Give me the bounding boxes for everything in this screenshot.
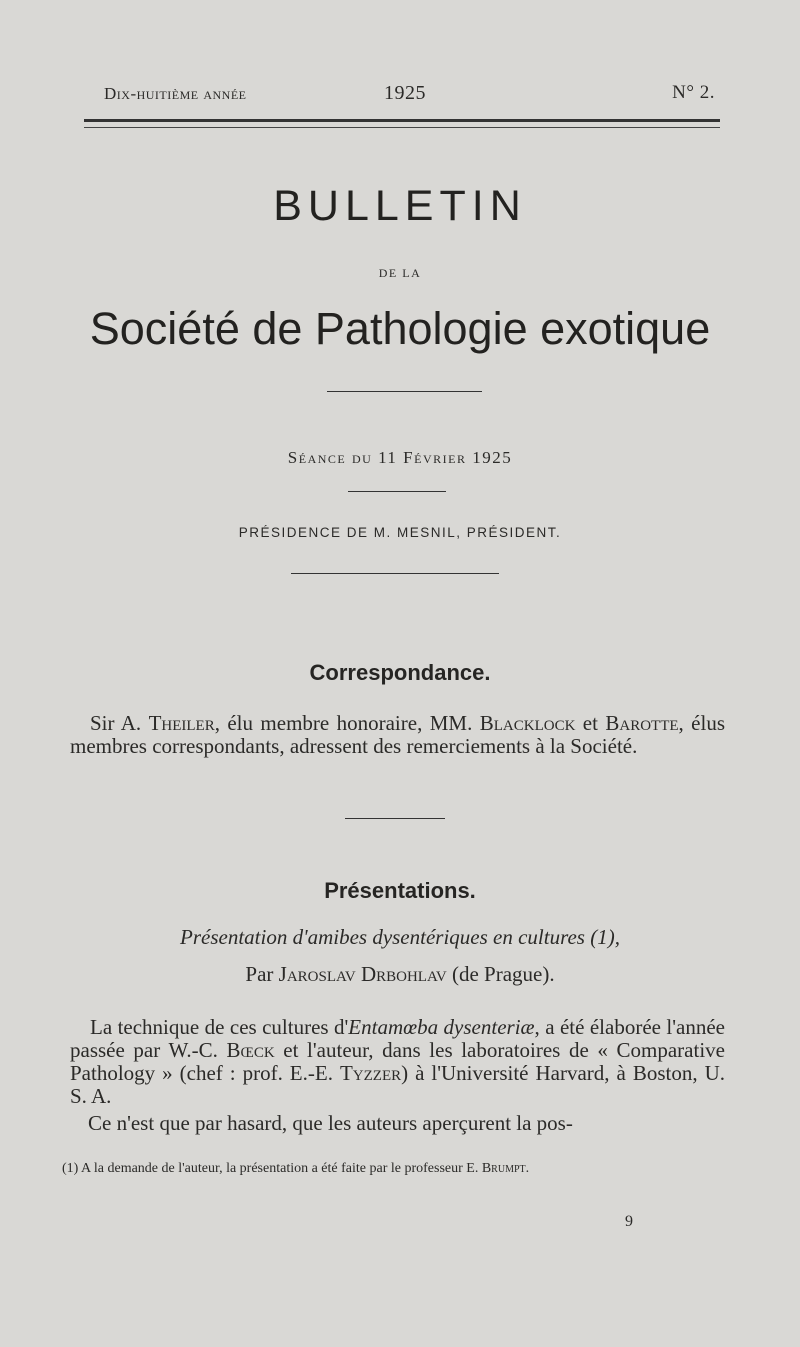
presentation-paragraph-1: La technique de ces cultures d'Entamœba dysenteriæ, a été élaborée l'année passée par W.-C. Bœck et l'auteur, dans les laboratoires de « Comparative Pathology » (chef : prof. E.-E. Tyzzer) à l'Université Harvard, à Boston, U. S. A. (70, 1015, 725, 1108)
presentation-title: Présentation d'amibes dysentériques en cultures (1), (180, 925, 620, 949)
society-name: Société de Pathologie exotique (89, 303, 711, 354)
presentation-author: Par Jaroslav Drbohlav (de Prague). (245, 962, 555, 986)
header-rule-thick (84, 119, 720, 122)
year-label: 1925 (384, 82, 426, 104)
header-rule-thin (84, 127, 720, 128)
correspondance-heading: Correspondance. (309, 660, 491, 685)
presentations-heading: Présentations. (324, 878, 476, 903)
running-head (104, 78, 715, 108)
correspondance-paragraph: Sir A. Theiler, élu membre honoraire, MM. Blacklock et Barotte, élus membres correspondants, adressent des remerciements à la Société. (70, 711, 726, 758)
divider-1 (327, 391, 482, 392)
presidency-line: PRÉSIDENCE DE M. MESNIL, PRÉSIDENT. (238, 525, 562, 540)
bulletin-title: BULLETIN (273, 182, 527, 230)
divider-3 (291, 573, 499, 574)
issue-number: N° 2. (672, 82, 715, 103)
divider-4 (345, 818, 445, 819)
presentation-paragraph-2: Ce n'est que par hasard, que les auteurs aperçurent la pos- (88, 1111, 573, 1135)
divider-2 (348, 491, 446, 492)
volume-year-label: Dix-huitième année (104, 84, 247, 103)
de-la-label: DE LA (378, 266, 422, 280)
page-number: 9 (625, 1213, 633, 1230)
session-date: Séance du 11 Février 1925 (287, 448, 513, 467)
footnote: (1) A la demande de l'auteur, la présentation a été faite par le professeur E. Brumpt. (62, 1161, 530, 1176)
